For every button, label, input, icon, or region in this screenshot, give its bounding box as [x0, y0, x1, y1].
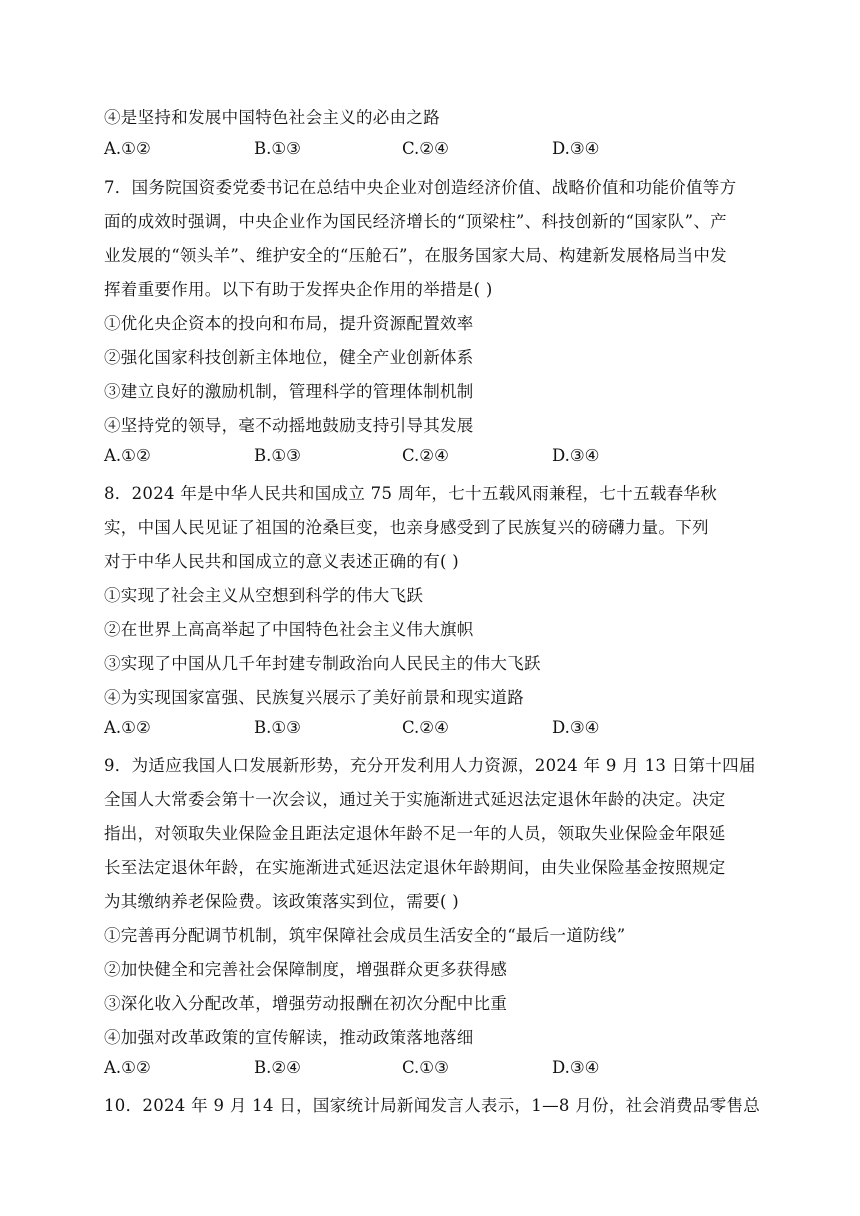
q8-option-d: D.③④	[552, 718, 600, 737]
q6-option-c: C.②④	[402, 139, 449, 158]
q6-statement-4: ④是坚持和发展中国特色社会主义的必由之路	[104, 108, 440, 127]
q8-statement-4: ④为实现国家富强、民族复兴展示了美好前景和现实道路	[104, 688, 524, 707]
q8-statement-1: ①实现了社会主义从空想到科学的伟大飞跃	[104, 586, 424, 605]
q7-stem-line-4: 挥着重要作用。以下有助于发挥央企作用的举措是( )	[104, 280, 493, 299]
q7-statement-4: ④坚持党的领导，毫不动摇地鼓励支持引导其发展	[104, 416, 474, 435]
q8-stem-line-3: 对于中华人民共和国成立的意义表述正确的有( )	[104, 552, 460, 571]
q9-stem-line-2: 全国人大常委会第十一次会议，通过关于实施渐进式延迟法定退休年龄的决定。决定	[104, 790, 726, 809]
q8-option-a: A.①②	[104, 718, 151, 737]
q9-statement-4: ④加强对改革政策的宣传解读，推动政策落地落细	[104, 1028, 474, 1047]
q7-statement-1: ①优化央企资本的投向和布局，提升资源配置效率	[104, 314, 474, 333]
q7-statement-2: ②强化国家科技创新主体地位，健全产业创新体系	[104, 348, 474, 367]
q9-option-a: A.①②	[104, 1058, 151, 1077]
q7-stem-line-1: 7．国务院国资委党委书记在总结中央企业对创造经济价值、战略价值和功能价值等方	[104, 178, 737, 197]
q8-statement-3: ③实现了中国从几千年封建专制政治向人民民主的伟大飞跃	[104, 654, 541, 673]
q9-stem-line-5: 为其缴纳养老保险费。该政策落实到位，需要( )	[104, 892, 460, 911]
q10-stem-line-1: 10．2024 年 9 月 14 日，国家统计局新闻发言人表示，1—8 月份，社会消费品零售总	[104, 1096, 761, 1115]
q9-option-b: B.②④	[254, 1058, 301, 1077]
q9-stem-line-4: 长至法定退休年龄，在实施渐进式延迟法定退休年龄期间，由失业保险基金按照规定	[104, 858, 726, 877]
q8-option-c: C.②④	[402, 718, 449, 737]
q7-option-d: D.③④	[552, 446, 600, 465]
q9-option-d: D.③④	[552, 1058, 600, 1077]
q7-option-b: B.①③	[254, 446, 301, 465]
q6-option-d: D.③④	[552, 139, 600, 158]
q6-option-a: A.①②	[104, 139, 151, 158]
q9-statement-3: ③深化收入分配改革，增强劳动报酬在初次分配中比重	[104, 994, 508, 1013]
q7-stem-line-2: 面的成效时强调，中央企业作为国民经济增长的“顶梁柱”、科技创新的“国家队”、产	[104, 212, 727, 231]
q9-statement-2: ②加快健全和完善社会保障制度，增强群众更多获得感	[104, 960, 508, 979]
q7-statement-3: ③建立良好的激励机制，管理科学的管理体制机制	[104, 382, 474, 401]
q9-stem-line-1: 9．为适应我国人口发展新形势，充分开发利用人力资源，2024 年 9 月 13 日第十四届	[104, 756, 756, 775]
q6-option-b: B.①③	[254, 139, 301, 158]
q9-stem-line-3: 指出，对领取失业保险金且距法定退休年龄不足一年的人员，领取失业保险金年限延	[104, 824, 726, 843]
q8-option-b: B.①③	[254, 718, 301, 737]
q8-stem-line-2: 实，中国人民见证了祖国的沧桑巨变，也亲身感受到了民族复兴的磅礴力量。下列	[104, 518, 709, 537]
q9-statement-1: ①完善再分配调节机制，筑牢保障社会成员生活安全的“最后一道防线”	[104, 926, 626, 945]
q8-stem-line-1: 8．2024 年是中华人民共和国成立 75 周年，七十五载风雨兼程，七十五载春华秋	[104, 484, 718, 503]
q8-statement-2: ②在世界上高高举起了中国特色社会主义伟大旗帜	[104, 620, 474, 639]
q7-option-c: C.②④	[402, 446, 449, 465]
q7-stem-line-3: 业发展的“领头羊”、维护安全的“压舱石”，在服务国家大局、构建新发展格局当中发	[104, 246, 727, 265]
q7-option-a: A.①②	[104, 446, 151, 465]
q9-option-c: C.①③	[402, 1058, 449, 1077]
